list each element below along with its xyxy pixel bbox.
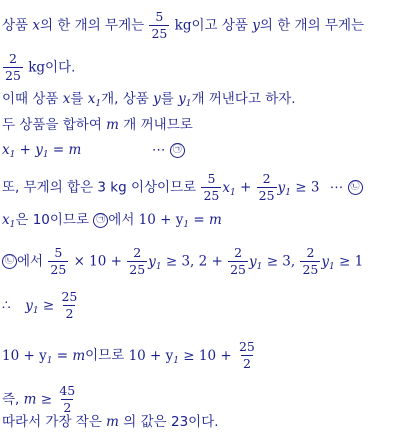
var-y1: $y_1$ xyxy=(25,297,39,316)
ellipsis: ⋯ xyxy=(151,142,166,158)
text: 이므로 xyxy=(85,347,129,364)
line-1 xyxy=(2,10,364,41)
fraction-45-2: $\frac{45}{2}$ xyxy=(59,383,76,415)
text: 의 한 개의 무게는 xyxy=(40,17,149,34)
text: 의 값은 23이다. xyxy=(118,414,219,430)
text: 두 상품을 합하여 xyxy=(2,117,107,133)
text: 개 꺼내므로 xyxy=(118,117,193,133)
text: 즉, xyxy=(2,391,24,408)
fraction-2-25: $\frac{2}{25}$ xyxy=(230,245,247,277)
line-10 xyxy=(2,340,258,371)
var-m: m xyxy=(106,414,119,430)
fraction-25-2: $\frac{25}{2}$ xyxy=(61,289,78,321)
var-y: y xyxy=(153,91,161,107)
var-y1: $y_1$ xyxy=(321,253,335,272)
var-x: x xyxy=(32,17,40,34)
var-m: m xyxy=(106,117,119,133)
numerator: 2 xyxy=(8,51,17,66)
fraction-2-25: $\frac{2}{25}$ xyxy=(302,245,319,277)
inequality: $10 + y_1 \ge 10$ + xyxy=(128,347,232,366)
text: 이때 상품 xyxy=(2,91,63,107)
label-circle-2: ㉡ xyxy=(348,180,363,195)
geq-3-then-2-plus: ≥ 3, 2 + xyxy=(165,253,223,270)
var-y1: $y_1$ xyxy=(178,91,192,109)
text: 에서 xyxy=(108,212,139,228)
text: 를 xyxy=(160,91,179,107)
geq-3: ≥ 3, xyxy=(266,253,296,270)
geq-1: ≥ 1 xyxy=(339,253,364,270)
text: 또, 무게의 합은 3 kg 이상이므로 xyxy=(2,179,201,196)
line-6 xyxy=(2,172,363,203)
text: 이고 상품 xyxy=(191,17,253,34)
line-3 xyxy=(2,91,296,112)
geq: ≥ xyxy=(42,297,55,314)
geq: ≥ xyxy=(40,391,53,408)
line-5 xyxy=(2,142,185,163)
text: 의 한 개의 무게는 xyxy=(259,17,365,34)
var-y: y xyxy=(252,17,260,34)
geq-3: ≥ 3 xyxy=(295,179,320,196)
var-m: m xyxy=(23,391,37,408)
denominator: 25 xyxy=(151,26,168,41)
fraction-5-25: $\frac{5}{25}$ xyxy=(50,245,67,277)
label-circle-1: ㉠ xyxy=(93,213,108,228)
equation-3: $10 + y_1 = m$ xyxy=(2,347,86,366)
unit-kg: kg xyxy=(28,59,46,76)
var-y1: $y_1$ xyxy=(277,179,291,198)
text: 은 10이므로 xyxy=(15,212,94,228)
fraction-2-25: $\frac{2}{25}$ xyxy=(129,245,146,277)
text: 를 xyxy=(70,91,88,107)
fraction-2-25 xyxy=(3,52,23,83)
fraction-2-25: $\frac{2}{25}$ xyxy=(258,171,275,203)
denominator: 25 xyxy=(5,68,21,83)
var-x1: $x_1$ xyxy=(222,179,236,198)
line-9 xyxy=(2,290,80,321)
label-circle-2: ㉡ xyxy=(2,254,17,269)
var-y1: $y_1$ xyxy=(148,253,162,272)
line-11 xyxy=(2,384,78,415)
plus: + xyxy=(240,179,252,196)
var-y1: $y_1$ xyxy=(249,253,263,272)
var-x: x xyxy=(62,91,71,107)
label-circle-1: ㉠ xyxy=(170,143,185,158)
equation-1: $x_1 + y_1 = m$ xyxy=(2,142,82,160)
times-10-plus: × 10 + xyxy=(73,253,122,270)
numerator: 5 xyxy=(155,9,164,24)
ellipsis: ⋯ xyxy=(329,179,344,196)
line-12 xyxy=(2,414,219,430)
text: 개 꺼낸다고 하자. xyxy=(191,91,296,107)
therefore-symbol: ∴ xyxy=(2,297,11,314)
text: 따라서 가장 작은 xyxy=(2,414,107,430)
unit-kg: kg xyxy=(174,17,192,34)
fraction-25-2: $\frac{25}{2}$ xyxy=(238,339,255,371)
line-8 xyxy=(2,246,363,277)
text: 개, 상품 xyxy=(101,91,154,107)
fraction-5-25: $\frac{5}{25}$ xyxy=(203,171,220,203)
text: 에서 xyxy=(17,253,48,270)
var-x1: $x_1$ xyxy=(87,91,102,109)
line-4 xyxy=(2,117,193,133)
equation-2: $10 + y_1 = m$ xyxy=(138,212,222,230)
text: 이다. xyxy=(45,59,76,76)
text: 상품 xyxy=(2,17,33,34)
fraction-5-25 xyxy=(149,10,169,41)
line-7 xyxy=(2,212,222,233)
var-x1: $x_1$ xyxy=(2,212,16,230)
line-2 xyxy=(2,52,75,83)
